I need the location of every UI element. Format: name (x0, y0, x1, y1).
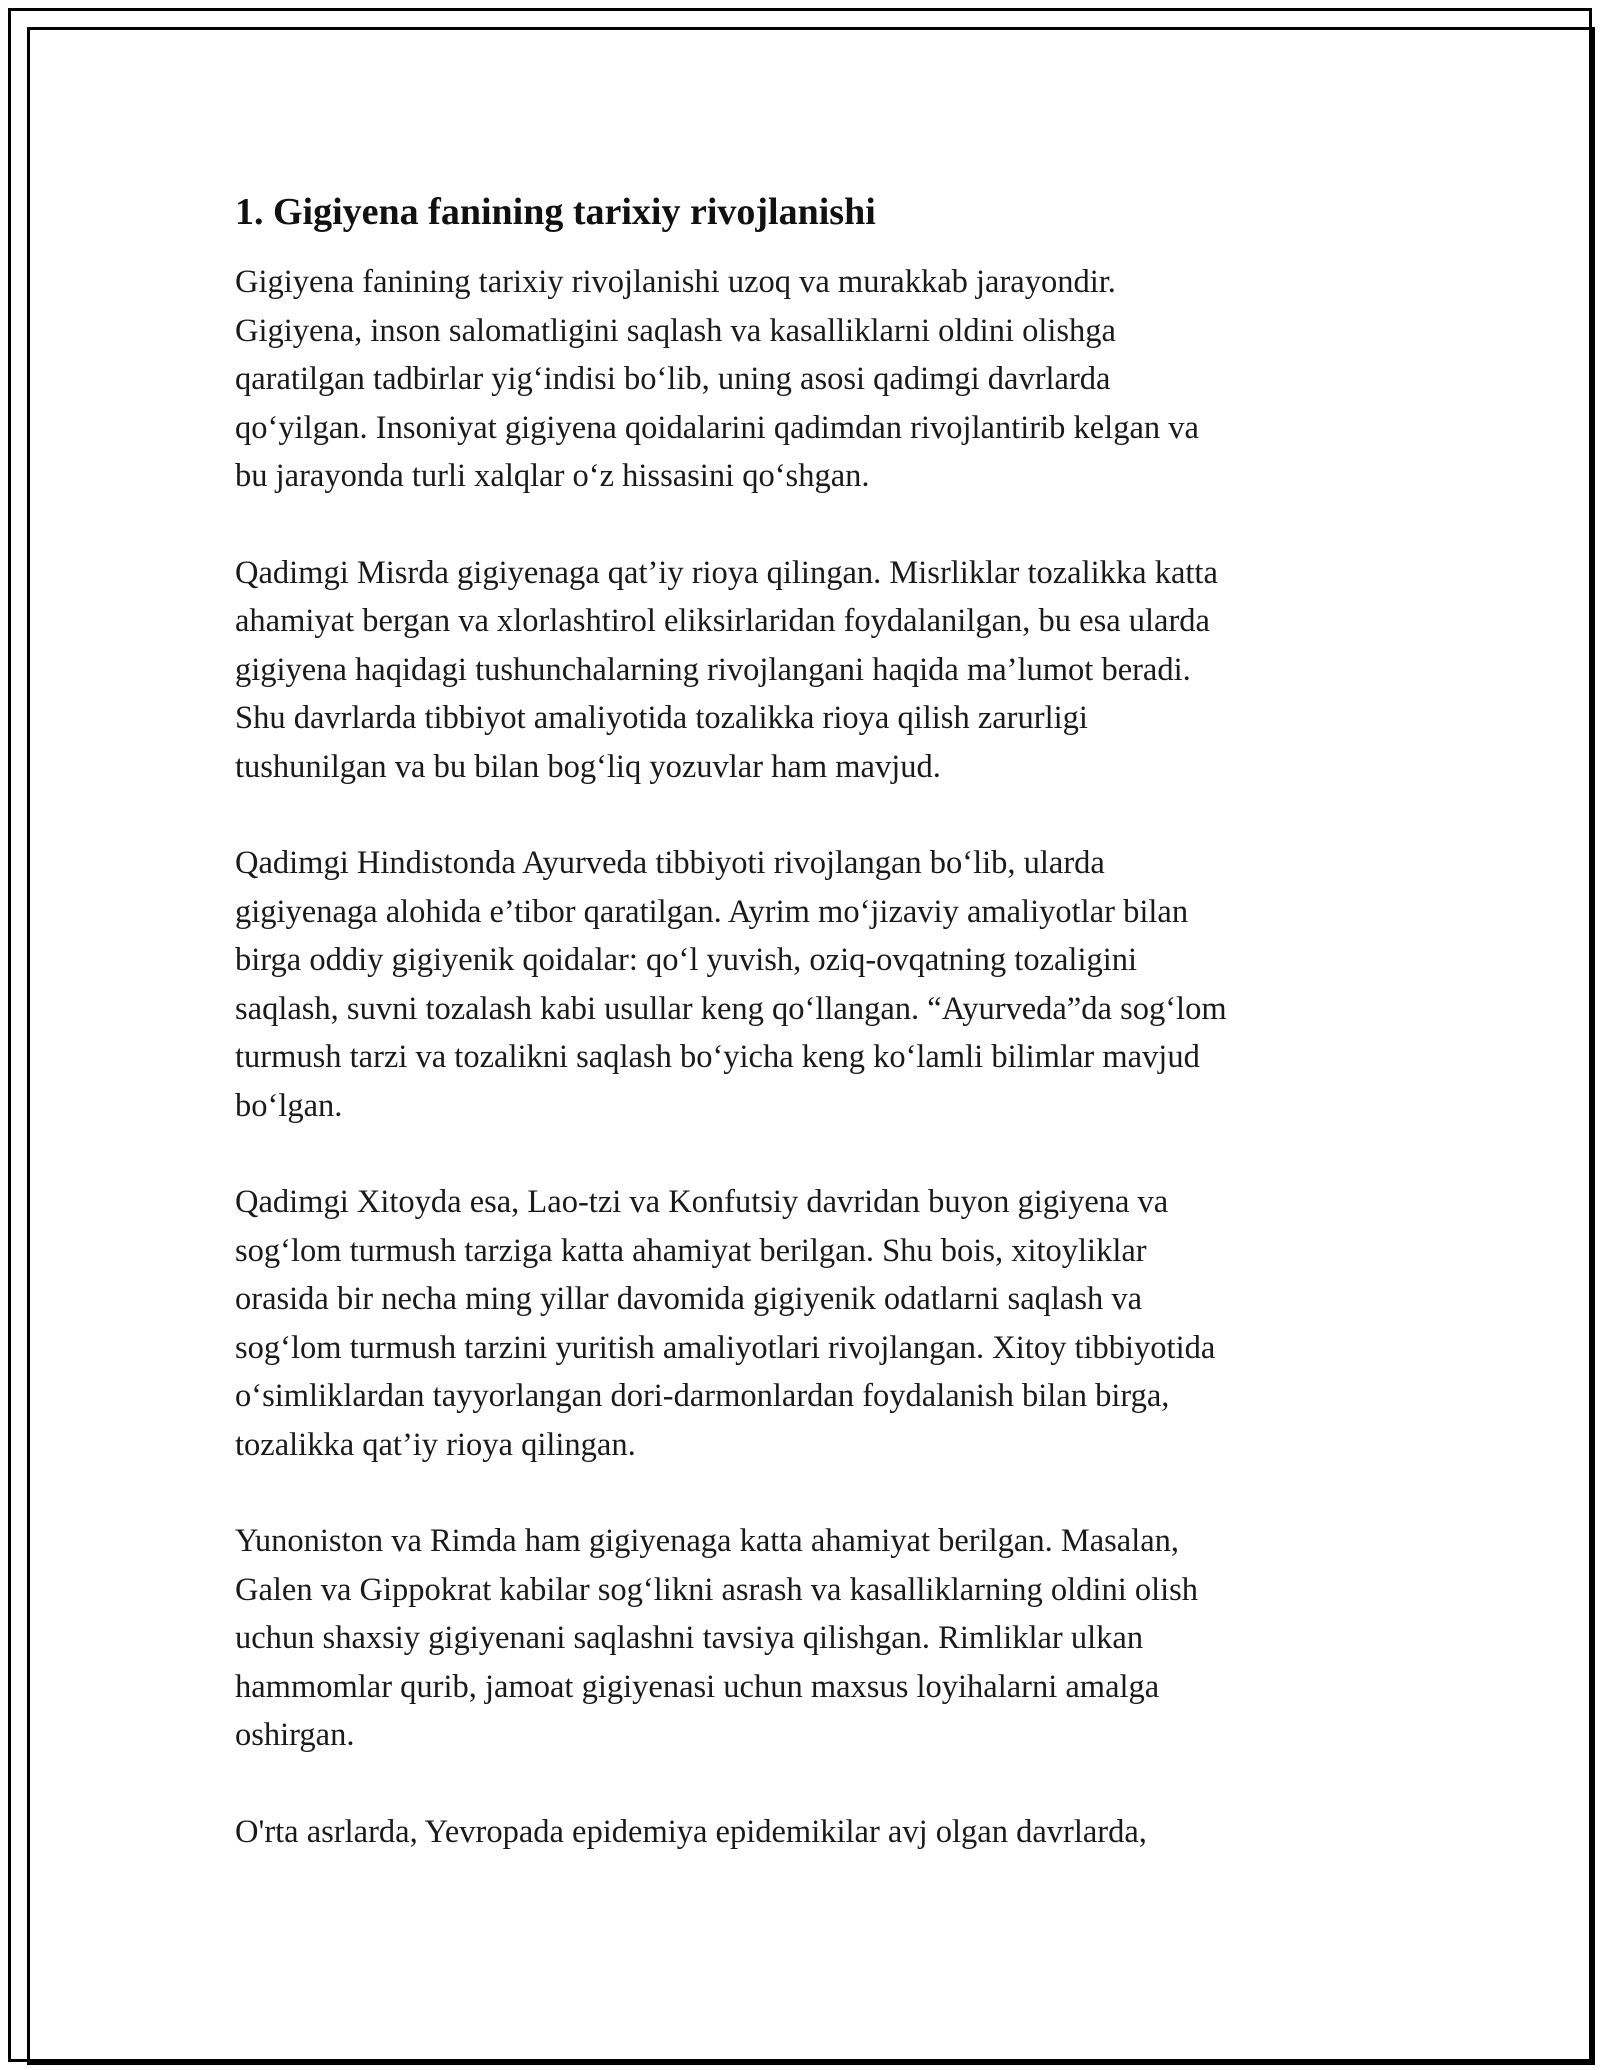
paragraph-line: qo‘yilgan. Insoniyat gigiyena qoidalarini qadimdan rivojlantirib kelgan va (235, 409, 1199, 446)
paragraph-line: Galen va Gippokrat kabilar sog‘likni asrash va kasalliklarning oldini olish (235, 1571, 1199, 1608)
paragraph-line: ahamiyat bergan va xlorlashtirol eliksirlaridan foydalanilgan, bu esa ularda (235, 603, 1210, 639)
paragraph-line: bo‘lgan. (235, 1087, 343, 1124)
paragraph-line: gigiyena haqidagi tushunchalarning rivojlangani haqida ma’lumot beradi. (235, 651, 1191, 688)
paragraph-line: oshirgan. (235, 1717, 355, 1753)
paragraph-intro (235, 258, 1405, 501)
paragraph-line: qaratilgan tadbirlar yig‘indisi bo‘lib, uning asosi qadimgi davrlarda (235, 361, 1111, 397)
paragraph-line: birga oddiy gigiyenik qoidalar: qo‘l yuvish, oziq-ovqatning tozaligini (235, 942, 1138, 978)
paragraph-line: tushunilgan va bu bilan bog‘liq yozuvlar ham mavjud. (235, 748, 941, 785)
paragraph-line: Qadimgi Hindistonda Ayurveda tibbiyoti rivojlangan bo‘lib, ularda (235, 845, 1105, 881)
document-body (235, 188, 1405, 1904)
paragraph-line: turmush tarzi va tozalikni saqlash bo‘yicha keng ko‘lamli bilimlar mavjud (235, 1039, 1200, 1075)
paragraph-line: O'rta asrlarda, Yevropada epidemiya epidemikilar avj olgan davrlarda, (235, 1813, 1147, 1850)
paragraph-line: gigiyenaga alohida e’tibor qaratilgan. Ayrim mo‘jizaviy amaliyotlar bilan (235, 893, 1189, 930)
paragraph-line: uchun shaxsiy gigiyenani saqlashni tavsiya qilishgan. Rimliklar ulkan (235, 1620, 1144, 1656)
paragraph-line: o‘simliklardan tayyorlangan dori-darmonlardan foydalanish bilan birga, (235, 1378, 1170, 1414)
paragraph-line: saqlash, suvni tozalash kabi usullar keng qo‘llangan. “Ayurveda”da sog‘lom (235, 990, 1227, 1027)
paragraph-line: Shu davrlarda tibbiyot amaliyotida tozalikka rioya qilish zarurligi (235, 700, 1088, 736)
paragraph-line: Gigiyena, inson salomatligini saqlash va kasalliklarni oldini olishga (235, 312, 1116, 349)
paragraph-line: sog‘lom turmush tarziga katta ahamiyat berilgan. Shu bois, xitoyliklar (235, 1232, 1147, 1269)
paragraph-line: orasida bir necha ming yillar davomida gigiyenik odatlarni saqlash va (235, 1281, 1143, 1317)
paragraph-india (235, 839, 1405, 1130)
paragraph-line: Qadimgi Misrda gigiyenaga qat’iy rioya qilingan. Misrliklar tozalikka katta (235, 554, 1218, 591)
paragraph-line: bu jarayonda turli xalqlar o‘z hissasini qo‘shgan. (235, 458, 870, 494)
paragraph-egypt (235, 549, 1405, 792)
paragraph-line: Yunoniston va Rimda ham gigiyenaga katta ahamiyat berilgan. Masalan, (235, 1523, 1180, 1559)
paragraph-middle-ages (235, 1808, 1405, 1857)
paragraph-line: tozalikka qat’iy rioya qilingan. (235, 1426, 636, 1463)
paragraph-line: Gigiyena fanining tarixiy rivojlanishi uzoq va murakkab jarayondir. (235, 264, 1116, 300)
paragraph-greece-rome (235, 1517, 1405, 1760)
section-heading: 1. Gigiyena fanining tarixiy rivojlanishi (235, 191, 876, 233)
paragraph-line: hammomlar qurib, jamoat gigiyenasi uchun maxsus loyihalarni amalga (235, 1668, 1160, 1705)
paragraph-china (235, 1178, 1405, 1469)
paragraph-line: Qadimgi Xitoyda esa, Lao-tzi va Konfutsiy davridan buyon gigiyena va (235, 1184, 1169, 1220)
paragraph-line: sog‘lom turmush tarzini yuritish amaliyotlari rivojlangan. Xitoy tibbiyotida (235, 1329, 1216, 1366)
